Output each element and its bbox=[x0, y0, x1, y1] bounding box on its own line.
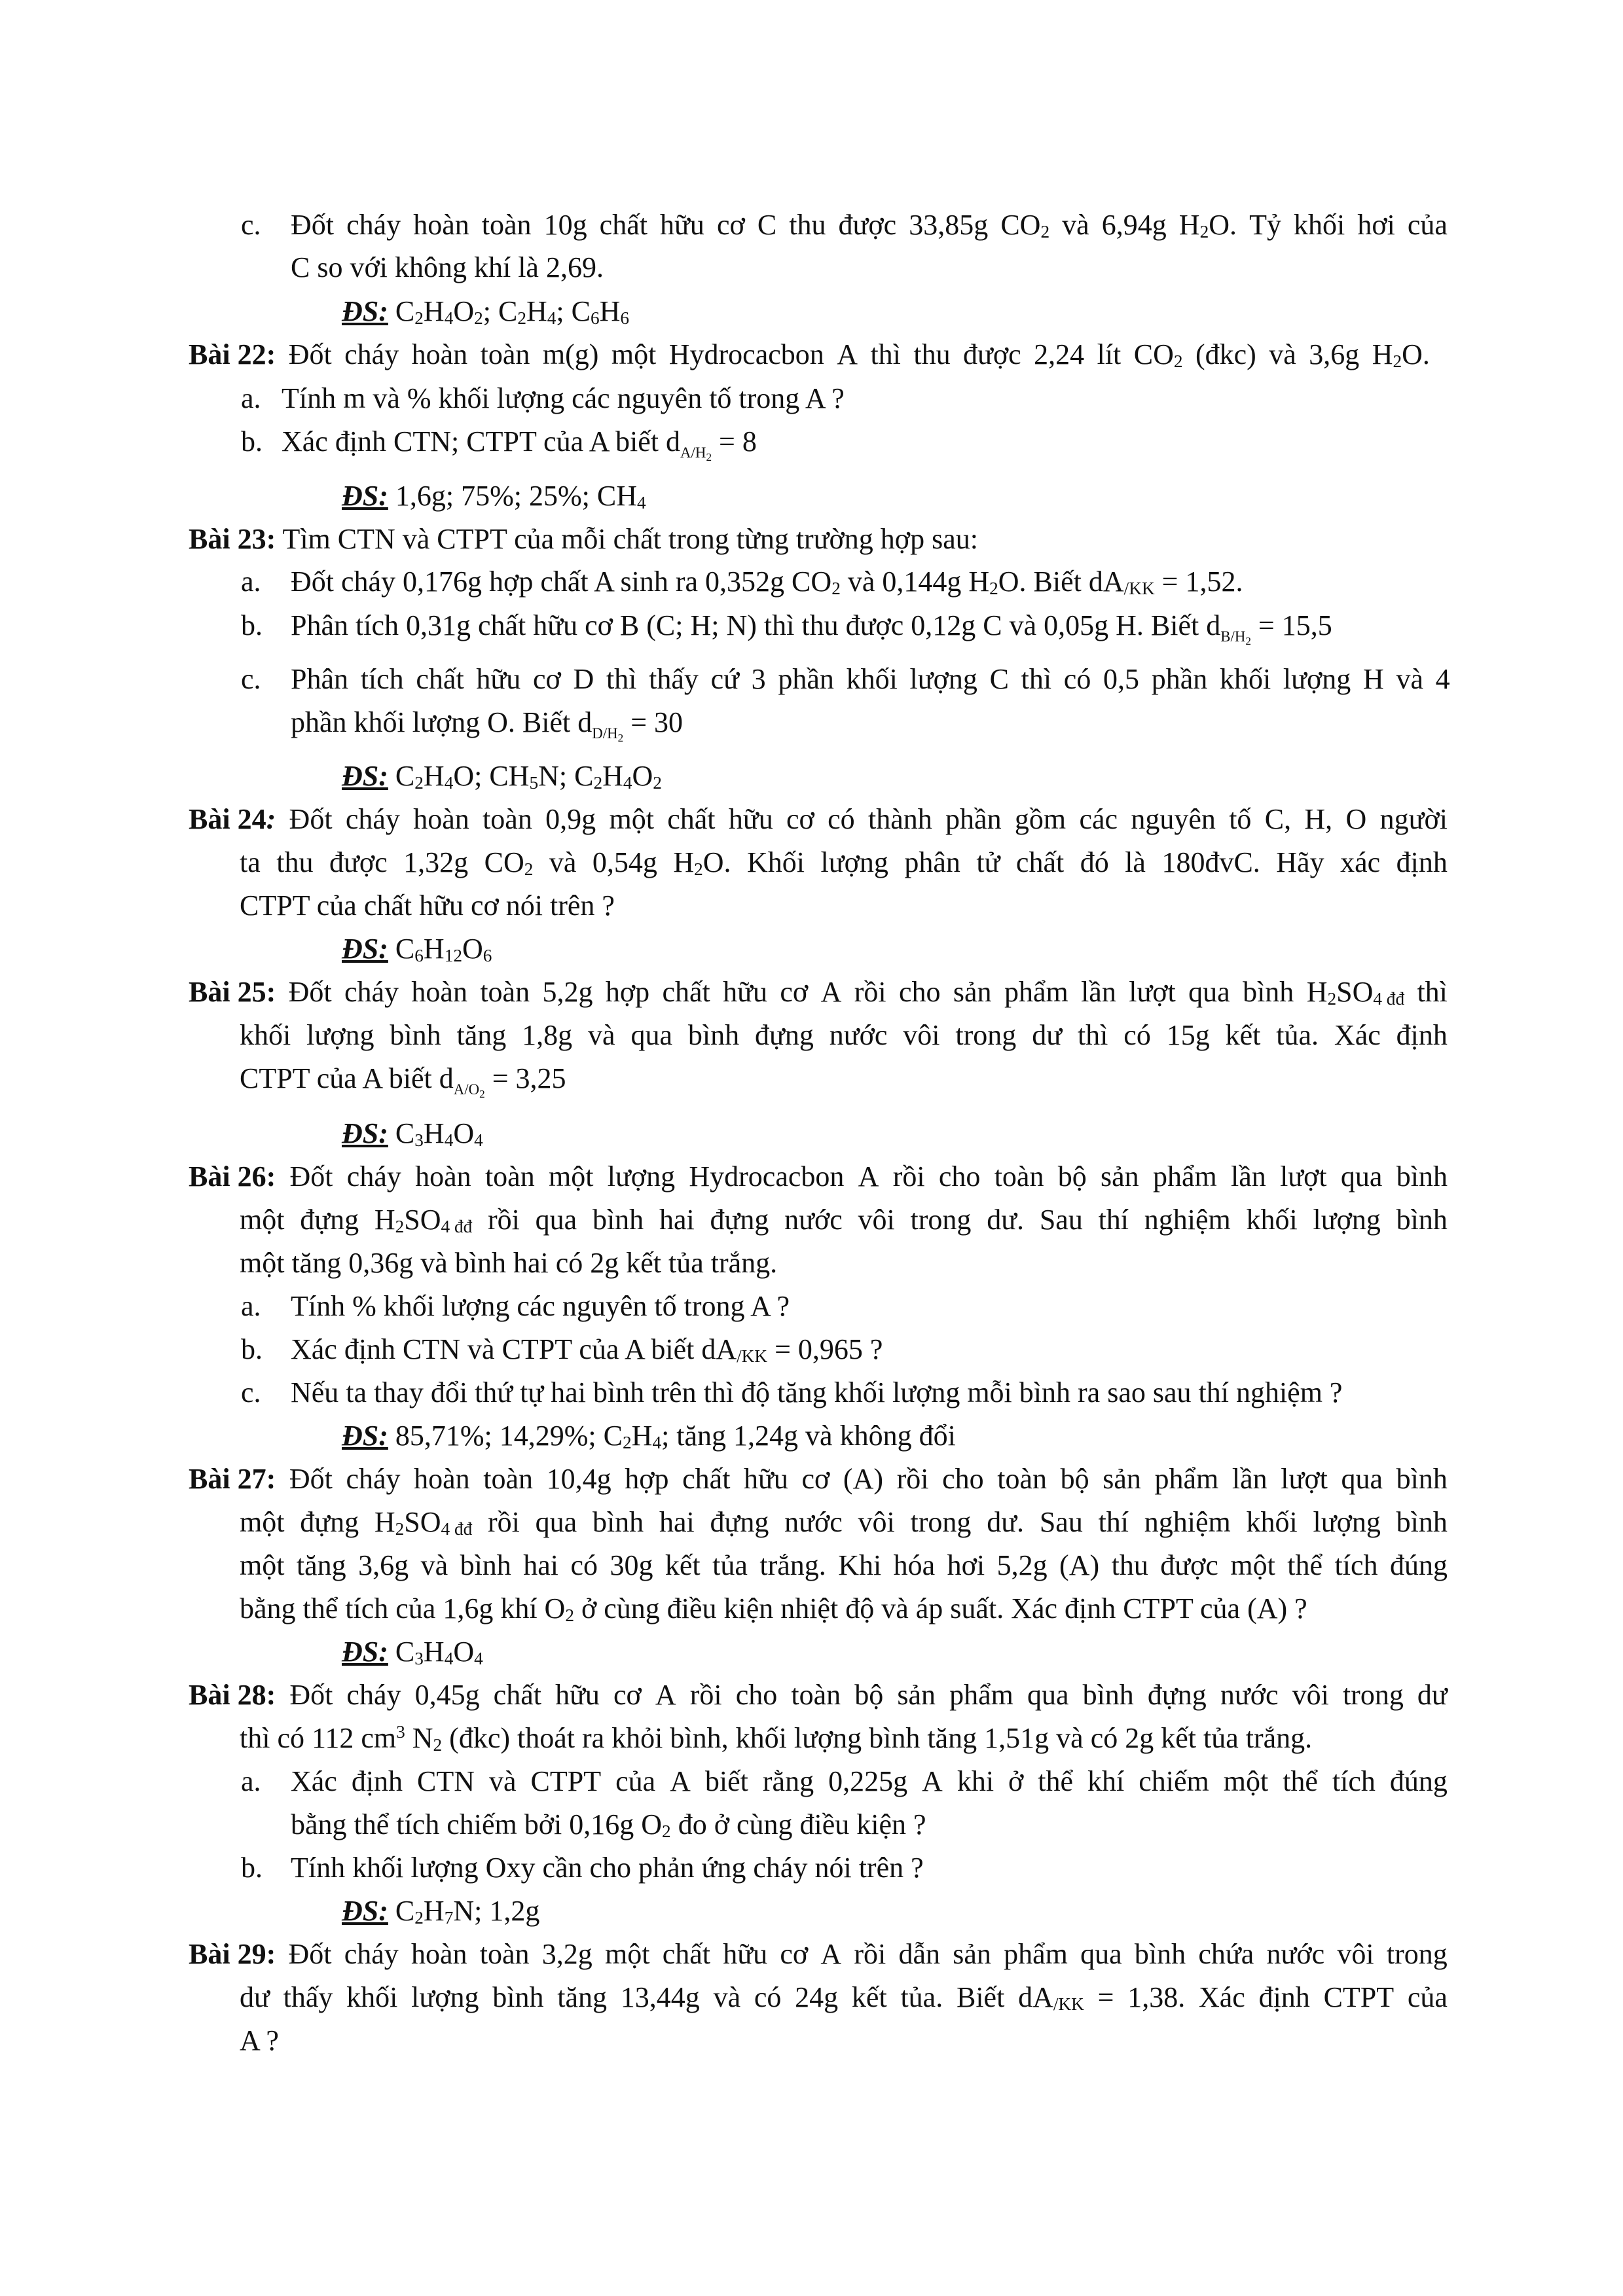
item-label: c. bbox=[241, 663, 261, 695]
text-line: Xác định CTN; CTPT của A biết $d_{A/H_2} = 8$ bbox=[282, 425, 757, 464]
item-label: c. bbox=[241, 1376, 261, 1408]
answer-line: ĐS: $C_3H_4O_4$ bbox=[342, 1117, 483, 1150]
answer-line: ĐS: $C_6H_{12}O_6$ bbox=[342, 933, 492, 965]
item-label: c. bbox=[241, 209, 261, 241]
text-line: Xác định CTN và CTPT của A biết rằng 0,225g A khi ở thể khí chiếm một thể tích đúng bbox=[291, 1765, 1448, 1797]
text-line: thì có 112 $cm^3$ $N_2$ (đkc) thoát ra khỏi bình, khối lượng bình tăng 1,51g và có 2g kết tủa trắng. bbox=[240, 1722, 1313, 1755]
item-label: a. bbox=[241, 382, 261, 414]
text-line: Nếu ta thay đổi thứ tự hai bình trên thì độ tăng khối lượng mỗi bình ra sao sau thí nghiệm ? bbox=[291, 1376, 1343, 1408]
text-line: Tính % khối lượng các nguyên tố trong A ? bbox=[291, 1290, 790, 1322]
text-line: bằng thể tích chiếm bởi 0,16g $O_2$ đo ở cùng điều kiện ? bbox=[291, 1808, 926, 1841]
item-label: b. bbox=[241, 609, 263, 641]
problem-25: Bài 25: Đốt cháy hoàn toàn 5,2g hợp chất hữu cơ A rồi cho sản phẩm lần lượt qua bình $H_2SO_{4 đđ}$ thì bbox=[189, 976, 1448, 1009]
text-line: Đốt cháy hoàn toàn 10g chất hữu cơ C thu được 33,85g $CO_2$ và 6,94g $H_2O$. Tỷ khối hơi của bbox=[291, 209, 1448, 242]
problem-28: Bài 28: Đốt cháy 0,45g chất hữu cơ A rồi cho toàn bộ sản phẩm qua bình đựng nước vôi trong dư bbox=[189, 1679, 1448, 1711]
answer-line: ĐS: $C_3H_4O_4$ bbox=[342, 1636, 483, 1668]
item-label: a. bbox=[241, 1765, 261, 1797]
problem-27: Bài 27: Đốt cháy hoàn toàn 10,4g hợp chất hữu cơ (A) rồi cho toàn bộ sản phẩm lần lượt qua bình bbox=[189, 1463, 1448, 1495]
text-line: Phân tích 0,31g chất hữu cơ B (C; H; N) thì thu được 0,12g C và 0,05g H. Biết $d_{B/H_2} = 15,5$ bbox=[291, 609, 1332, 648]
item-label: b. bbox=[241, 1852, 263, 1884]
text-line: Tính m và % khối lượng các nguyên tố trong A ? bbox=[282, 382, 845, 414]
text-line: bằng thể tích của 1,6g khí $O_2$ ở cùng điều kiện nhiệt độ và áp suất. Xác định CTPT của (A) ? bbox=[240, 1592, 1307, 1625]
item-label: b. bbox=[241, 1333, 263, 1365]
text-line: Xác định CTN và CTPT của A biết $dA_{/KK} = 0,965$ ? bbox=[291, 1333, 883, 1366]
text-line: CTPT của chất hữu cơ nói trên ? bbox=[240, 889, 615, 922]
text-line: Phân tích chất hữu cơ D thì thấy cứ 3 phần khối lượng C thì có 0,5 phần khối lượng H và 4 bbox=[291, 663, 1450, 695]
text-line: dư thấy khối lượng bình tăng 13,44g và có 24g kết tủa. Biết $dA_{/KK}$ = 1,38. Xác định CTPT của bbox=[240, 1981, 1448, 2014]
item-label: a. bbox=[241, 565, 261, 598]
text-line: CTPT của A biết $d_{A/O_2} = 3,25$ bbox=[240, 1062, 566, 1101]
text-line: một đựng $H_2SO_{4 đđ}$ rồi qua bình hai đựng nước vôi trong dư. Sau thí nghiệm khối lượng bình bbox=[240, 1204, 1448, 1236]
item-label: a. bbox=[241, 1290, 261, 1322]
text-line: một tăng 3,6g và bình hai có 30g kết tủa trắng. Khi hóa hơi 5,2g (A) thu được một thể tích đúng bbox=[240, 1549, 1448, 1581]
text-line: ta thu được 1,32g $CO_2$ và 0,54g $H_2O$. Khối lượng phân tử chất đó là 180đvC. Hãy xác định bbox=[240, 846, 1448, 879]
text-line: A ? bbox=[240, 2024, 279, 2056]
answer-line: ĐS: $C_2H_7N$; 1,2g bbox=[342, 1895, 540, 1928]
problem-23: Bài 23: Tìm CTN và CTPT của mỗi chất trong từng trường hợp sau: bbox=[189, 523, 978, 555]
text-line: Đốt cháy 0,176g hợp chất A sinh ra 0,352g $CO_2$ và 0,144g $H_2O$. Biết $dA_{/KK} = 1,52$. bbox=[291, 565, 1243, 598]
problem-22: Bài 22: Đốt cháy hoàn toàn m(g) một Hydrocacbon A thì thu được 2,24 lít $CO_2$ (đkc) và 3,6g $H_2O$. bbox=[189, 338, 1430, 371]
text-line: một tăng 0,36g và bình hai có 2g kết tủa trắng. bbox=[240, 1247, 778, 1279]
answer-line: ĐS: $C_2H_4O_2$; $C_2H_4$; $C_6H_6$ bbox=[342, 295, 630, 328]
text-line: khối lượng bình tăng 1,8g và qua bình đựng nước vôi trong dư thì có 15g kết tủa. Xác định bbox=[240, 1019, 1448, 1051]
text-line: phần khối lượng O. Biết $d_{D/H_2} = 30$ bbox=[291, 706, 684, 745]
text-line: Tính khối lượng Oxy cần cho phản ứng cháy nói trên ? bbox=[291, 1852, 924, 1884]
answer-line: ĐS: 85,71%; 14,29%; $C_2H_4$; tăng 1,24g và không đổi bbox=[342, 1420, 956, 1452]
text-line: một đựng $H_2SO_{4 đđ}$ rồi qua bình hai đựng nước vôi trong dư. Sau thí nghiệm khối lượng bình bbox=[240, 1506, 1448, 1539]
answer-line: ĐS: 1,6g; 75%; 25%; $CH_4$ bbox=[342, 480, 646, 512]
text-line: C so với không khí là 2,69. bbox=[291, 251, 604, 283]
problem-26: Bài 26: Đốt cháy hoàn toàn một lượng Hydrocacbon A rồi cho toàn bộ sản phẩm lần lượt qua bình bbox=[189, 1160, 1448, 1193]
item-label: b. bbox=[241, 425, 263, 457]
answer-line: ĐS: $C_2H_4O$; $CH_5N$; $C_2H_4O_2$ bbox=[342, 760, 662, 793]
problem-29: Bài 29: Đốt cháy hoàn toàn 3,2g một chất hữu cơ A rồi dẫn sản phẩm qua bình chứa nước vôi trong bbox=[189, 1938, 1448, 1970]
problem-24: Bài 24: Đốt cháy hoàn toàn 0,9g một chất hữu cơ có thành phần gồm các nguyên tố C, H, O người bbox=[189, 803, 1448, 835]
